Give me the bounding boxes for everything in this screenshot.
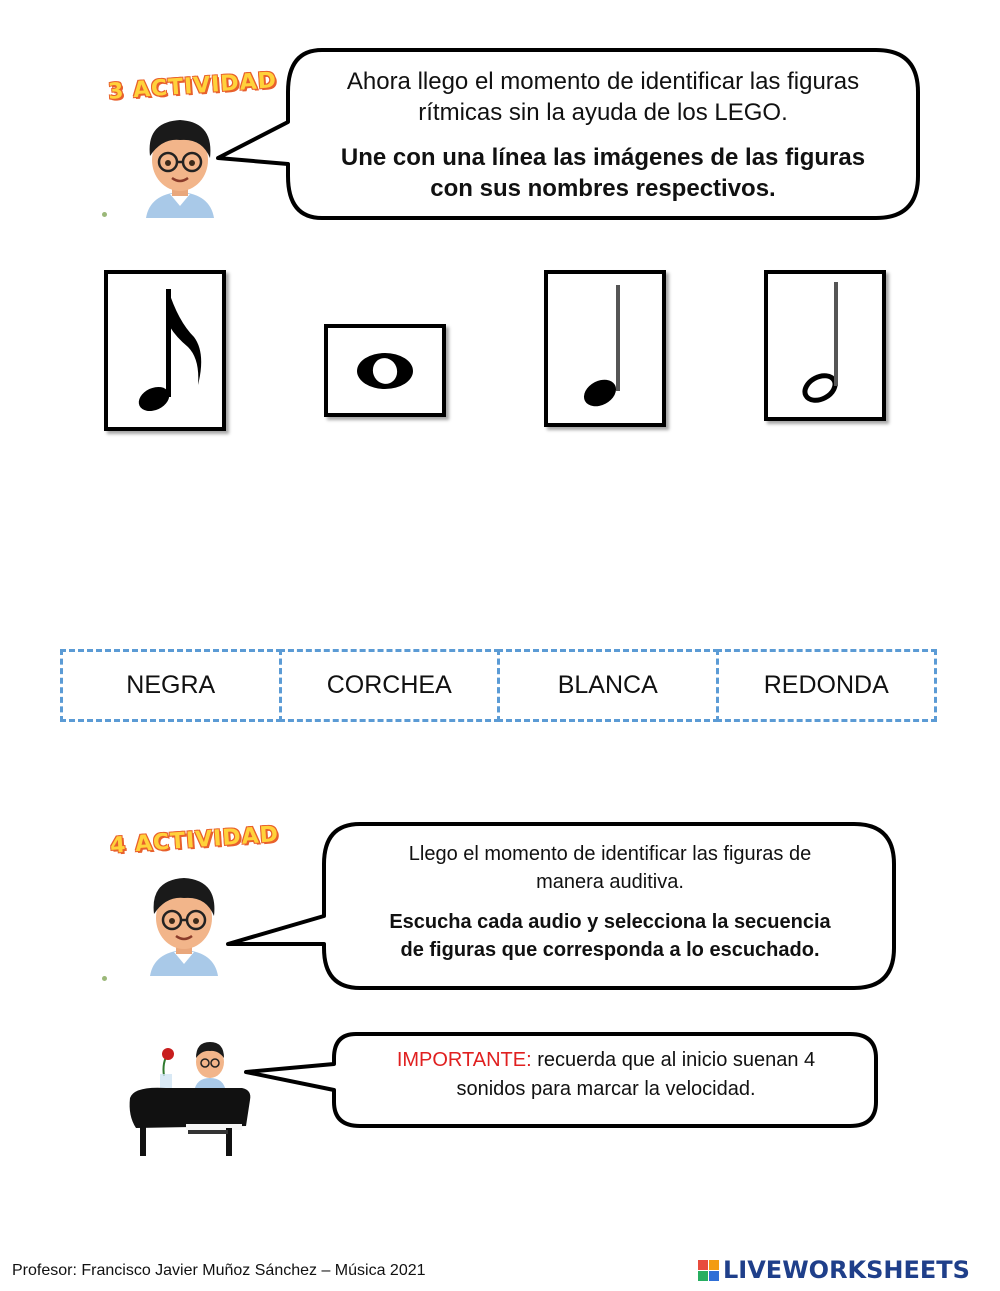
activity-3-line2: rítmicas sin la ayuda de los LEGO. bbox=[418, 99, 788, 126]
half-note-icon bbox=[780, 276, 870, 416]
activity-3-line1: Ahora llego el momento de identificar las figuras bbox=[346, 68, 860, 95]
important-label: IMPORTANTE: bbox=[396, 1049, 532, 1071]
liveworksheets-logo[interactable] bbox=[698, 1256, 970, 1284]
name-blanca[interactable]: BLANCA bbox=[497, 649, 719, 722]
important-line1 bbox=[346, 1046, 866, 1075]
activity-4-text bbox=[330, 840, 890, 964]
name-corchea[interactable]: CORCHEA bbox=[279, 649, 501, 722]
important-text bbox=[346, 1046, 866, 1104]
activity-3-badge: 3 ACTIVIDAD bbox=[107, 68, 278, 105]
activity-4-line2: manera auditiva. bbox=[536, 871, 684, 893]
eighth-note-card[interactable] bbox=[104, 270, 226, 431]
quarter-note-icon bbox=[560, 279, 650, 419]
eighth-note-icon bbox=[120, 281, 210, 421]
activity-3-instruction2: con sus nombres respectivos. bbox=[430, 175, 776, 202]
activity-3-text bbox=[298, 66, 908, 204]
activity-4-line1: Llego el momento de identificar las figuras de bbox=[408, 843, 812, 865]
activity-4-instruction2: de figuras que corresponda a lo escuchado. bbox=[400, 939, 820, 961]
name-negra[interactable]: NEGRA bbox=[60, 649, 282, 722]
piano-boy-icon bbox=[126, 1036, 256, 1160]
whole-note-icon bbox=[340, 341, 430, 401]
activity-4-badge: 4 ACTIVIDAD bbox=[109, 822, 280, 859]
names-row bbox=[60, 649, 937, 722]
activity-4-instruction1: Escucha cada audio y selecciona la secuencia bbox=[389, 911, 831, 933]
important-line2: sonidos para marcar la velocidad. bbox=[456, 1078, 756, 1100]
avatar-boy-icon bbox=[140, 866, 228, 976]
avatar-boy-icon bbox=[136, 108, 224, 218]
author-footer: Profesor: Francisco Javier Muñoz Sánchez – Música 2021 bbox=[12, 1262, 426, 1279]
small-dot-icon bbox=[102, 976, 107, 981]
small-dot-icon bbox=[102, 212, 107, 217]
liveworksheets-logo-icon bbox=[698, 1260, 719, 1281]
half-note-card[interactable] bbox=[764, 270, 886, 421]
name-redonda[interactable]: REDONDA bbox=[716, 649, 938, 722]
whole-note-card[interactable] bbox=[324, 324, 446, 417]
quarter-note-card[interactable] bbox=[544, 270, 666, 427]
important-text1: recuerda que al inicio suenan 4 bbox=[531, 1049, 816, 1071]
liveworksheets-logo-text: LIVEWORKSHEETS bbox=[723, 1256, 970, 1284]
activity-3-instruction1: Une con una línea las imágenes de las figuras bbox=[340, 144, 866, 171]
